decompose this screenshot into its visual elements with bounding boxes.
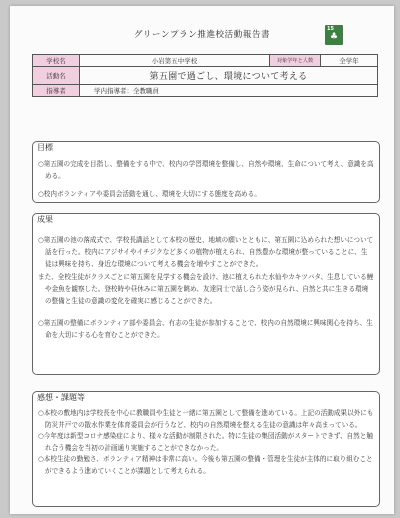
goal-item: ○校内ボランティアや委員会活動を通し、環境を大切にする態度を高める。	[38, 190, 261, 199]
reflection-item: ○本校の敷地内は学校長を中心に教職員や生徒と一緒に第五園として整備を進めている。上記の活動成果以外にも防災井戸での散水作業を体育委員会が行うなど、校内の自然環境を整える生徒の意識は年々高まっている。	[38, 409, 374, 429]
result-item: また、全校生徒がクラスごとに第五園を見学する機会を設け、池に植えられた水仙やカキツバタ、生息している鯉や金魚を観察した。登校時や昼休みに第五園を眺め、友達同士で話し合う姿が見られ、自然と共に生きる環境の整備と生徒の意識の変化を確実に感じることができた。	[38, 272, 374, 306]
goals-heading: 目標	[37, 143, 53, 152]
results-body	[38, 234, 374, 342]
target-label: 対象学年と人数	[270, 55, 321, 67]
results-section	[32, 213, 380, 375]
report-sheet	[10, 6, 394, 514]
result-item: ○第五園の池の落成式で、学校長講話として本校の歴史、地域の願いとともに、第五園に込められた想いについて話を行った。校内にアジサイやイチジクなど多くの植物が植えられ、自然豊かな環境が整っていることに、生徒は興味を持ち、身近な環境について考える機会を増やすことができた。	[38, 236, 374, 269]
school-label: 学校名	[33, 55, 80, 67]
reflection-heading: 感想・課題等	[37, 393, 85, 402]
goal-item: ○第五園の完成を目指し、整備をする中で、校内の学習環境を整備し、自然や環境、生命について考え、意識を高める。	[38, 160, 374, 181]
teacher-value: 学内指導者：全教職員	[80, 85, 378, 97]
teacher-label: 指導者	[33, 85, 80, 97]
reflection-body	[38, 408, 374, 478]
target-value: 全学年	[321, 55, 378, 67]
reflection-section	[32, 391, 380, 507]
activity-name: 第五園で過ごし、環境について考える	[80, 67, 378, 85]
result-item: ○第五園の整備にボランティア部や委員会、有志の生徒が参加することで、校内の自然環境に興味関心を持ち、生命を大切にする心を育むことができた。	[38, 319, 373, 340]
reflection-item: ○本校生徒の勤勉さ、ボランティア精神は非常に高い。今後も第五園の整備・管理を生徒が主体的に取り組むことができるよう進めていくことが課題として考えられる。	[38, 455, 373, 475]
sdg-number: 15	[327, 26, 334, 32]
reflection-item: ○今年度は新型コロナ感染症により、様々な活動が制限された。特に生徒の集団活動がスタートできず、自然と触れ合う機会を当初の計画通り実施することができなかった。	[38, 432, 373, 452]
info-table	[32, 54, 378, 97]
tree-icon: ♣	[330, 32, 339, 42]
goals-body	[38, 158, 374, 201]
results-heading: 成果	[37, 215, 53, 224]
goals-section	[32, 141, 380, 203]
school-name: 小岩第五中学校	[80, 55, 270, 67]
report-title: グリーンプラン推進校活動報告書	[133, 30, 271, 40]
activity-label: 活動名	[33, 67, 80, 85]
